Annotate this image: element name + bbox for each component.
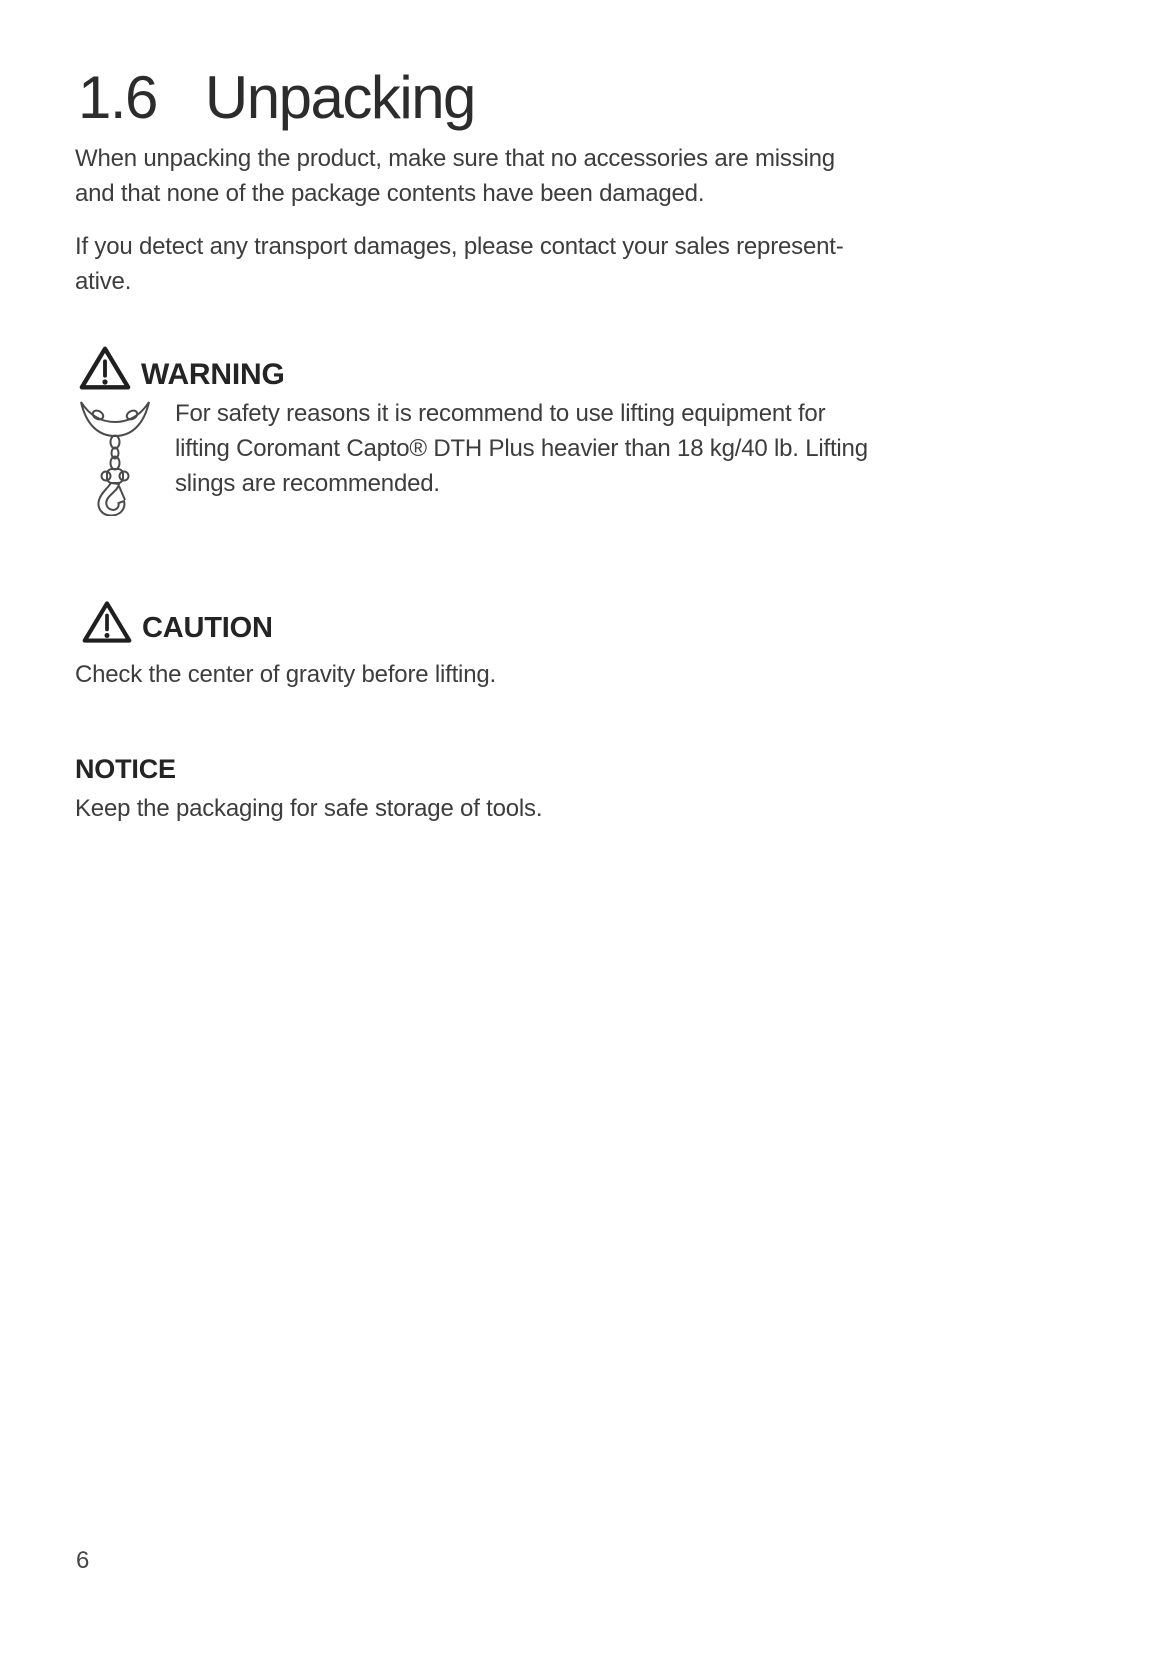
intro-paragraph-1 [75, 141, 835, 211]
page-number: 6 [76, 1547, 90, 1574]
text-line: When unpacking the product, make sure that no accessories are missing [75, 145, 835, 172]
notice-text [75, 791, 542, 826]
text-line: Keep the packaging for safe storage of tools. [75, 795, 543, 822]
section-title: Unpacking [204, 64, 475, 131]
warning-header [78, 343, 285, 393]
text-line: Check the center of gravity before lifting. [75, 661, 496, 688]
warning-triangle-icon [78, 343, 132, 393]
text-line: If you detect any transport damages, please contact your sales represent- [75, 233, 844, 260]
intro-paragraph-2 [75, 229, 844, 299]
caution-header [81, 598, 273, 646]
text-line: and that none of the package contents have been damaged. [75, 180, 705, 207]
text-line: ative. [75, 268, 132, 295]
lifting-hook-icon [78, 398, 152, 521]
section-number: 1.6 [78, 64, 157, 131]
caution-label: CAUTION [142, 612, 273, 644]
notice-label: NOTICE [75, 754, 176, 784]
text-line: slings are recommended. [175, 470, 440, 497]
section-heading [78, 64, 475, 131]
text-line: For safety reasons it is recommend to use lifting equipment for [175, 400, 826, 427]
text-line: lifting Coromant Capto® DTH Plus heavier than 18 kg/40 lb. Lifting [175, 435, 868, 462]
warning-triangle-icon [81, 598, 133, 646]
caution-text [75, 657, 496, 692]
warning-text [175, 396, 868, 501]
warning-label: WARNING [141, 358, 285, 391]
